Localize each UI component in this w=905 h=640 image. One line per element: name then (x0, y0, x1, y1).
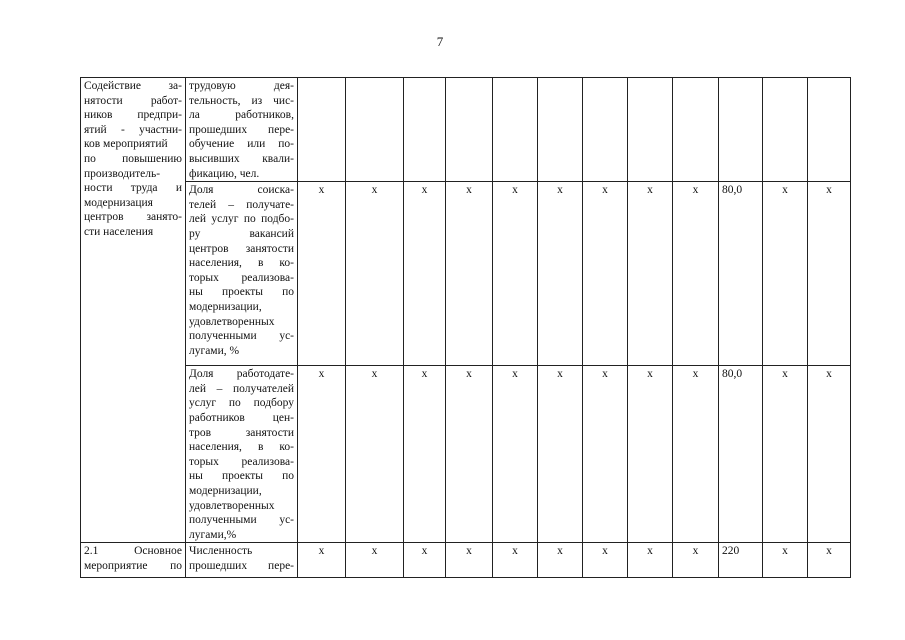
indicator-cell: Доля соиска- телей – получате- лей услуг по подбо- ру вакансий центров занятости населения, в ко- торых реализова- ны проекты по модернизации, удовлетворенных полученными ус- лугами, % (186, 182, 298, 366)
value-cell: х (404, 182, 446, 366)
measure-name-cell: Содействие за- нятости работ- ников предпри- ятий - участни- ков мероприятий по повышению производитель- ности труда и модернизация центров занято- сти населения (81, 78, 186, 543)
data-table (80, 77, 851, 578)
indicator-cell: Доля работодате- лей – получателей услуг по подбору работников цен- тров занятости населения, в ко- торых реализова- ны проекты по модернизации, удовлетворенных полученными ус- лугами,% (186, 366, 298, 543)
value-cell: х (673, 543, 719, 578)
empty-cell (673, 78, 719, 182)
empty-cell (404, 78, 446, 182)
empty-cell (628, 78, 673, 182)
value-cell: х (404, 366, 446, 543)
page-number: 7 (436, 34, 444, 49)
value-cell: х (404, 543, 446, 578)
value-cell: х (628, 182, 673, 366)
empty-cell (763, 78, 808, 182)
value-cell: х (346, 182, 404, 366)
value-cell: х (763, 182, 808, 366)
value-cell: х (538, 543, 583, 578)
value-cell: х (538, 366, 583, 543)
value-cell: х (298, 182, 346, 366)
empty-cell (719, 78, 763, 182)
value-cell: х (446, 182, 493, 366)
value-cell: 80,0 (719, 366, 763, 543)
indicator-cell: Численность прошедших пере- (186, 543, 298, 578)
value-cell: х (346, 543, 404, 578)
table-row (81, 366, 851, 543)
value-cell: х (628, 366, 673, 543)
empty-cell (446, 78, 493, 182)
value-cell: 220 (719, 543, 763, 578)
value-cell: х (763, 366, 808, 543)
value-cell: х (808, 182, 851, 366)
empty-cell (808, 78, 851, 182)
value-cell: х (493, 182, 538, 366)
table-row (81, 182, 851, 366)
value-cell: 80,0 (719, 182, 763, 366)
value-cell: х (673, 366, 719, 543)
value-cell: х (583, 366, 628, 543)
value-cell: х (298, 543, 346, 578)
value-cell: х (493, 543, 538, 578)
value-cell: х (538, 182, 583, 366)
value-cell: х (808, 543, 851, 578)
value-cell: х (446, 366, 493, 543)
value-cell: х (583, 543, 628, 578)
empty-cell (583, 78, 628, 182)
measure-name-cell: 2.1 Основное мероприятие по (81, 543, 186, 578)
value-cell: х (808, 366, 851, 543)
value-cell: х (493, 366, 538, 543)
value-cell: х (346, 366, 404, 543)
table-row (81, 78, 851, 182)
empty-cell (538, 78, 583, 182)
value-cell: х (298, 366, 346, 543)
value-cell: х (628, 543, 673, 578)
value-cell: х (446, 543, 493, 578)
empty-cell (298, 78, 346, 182)
value-cell: х (763, 543, 808, 578)
indicator-cell: трудовую дея- тельность, из чис- ла работников, прошедших пере- обучение или по- высивших квали- фикацию, чел. (186, 78, 298, 182)
value-cell: х (583, 182, 628, 366)
value-cell: х (673, 182, 719, 366)
empty-cell (493, 78, 538, 182)
table-row (81, 543, 851, 578)
empty-cell (346, 78, 404, 182)
